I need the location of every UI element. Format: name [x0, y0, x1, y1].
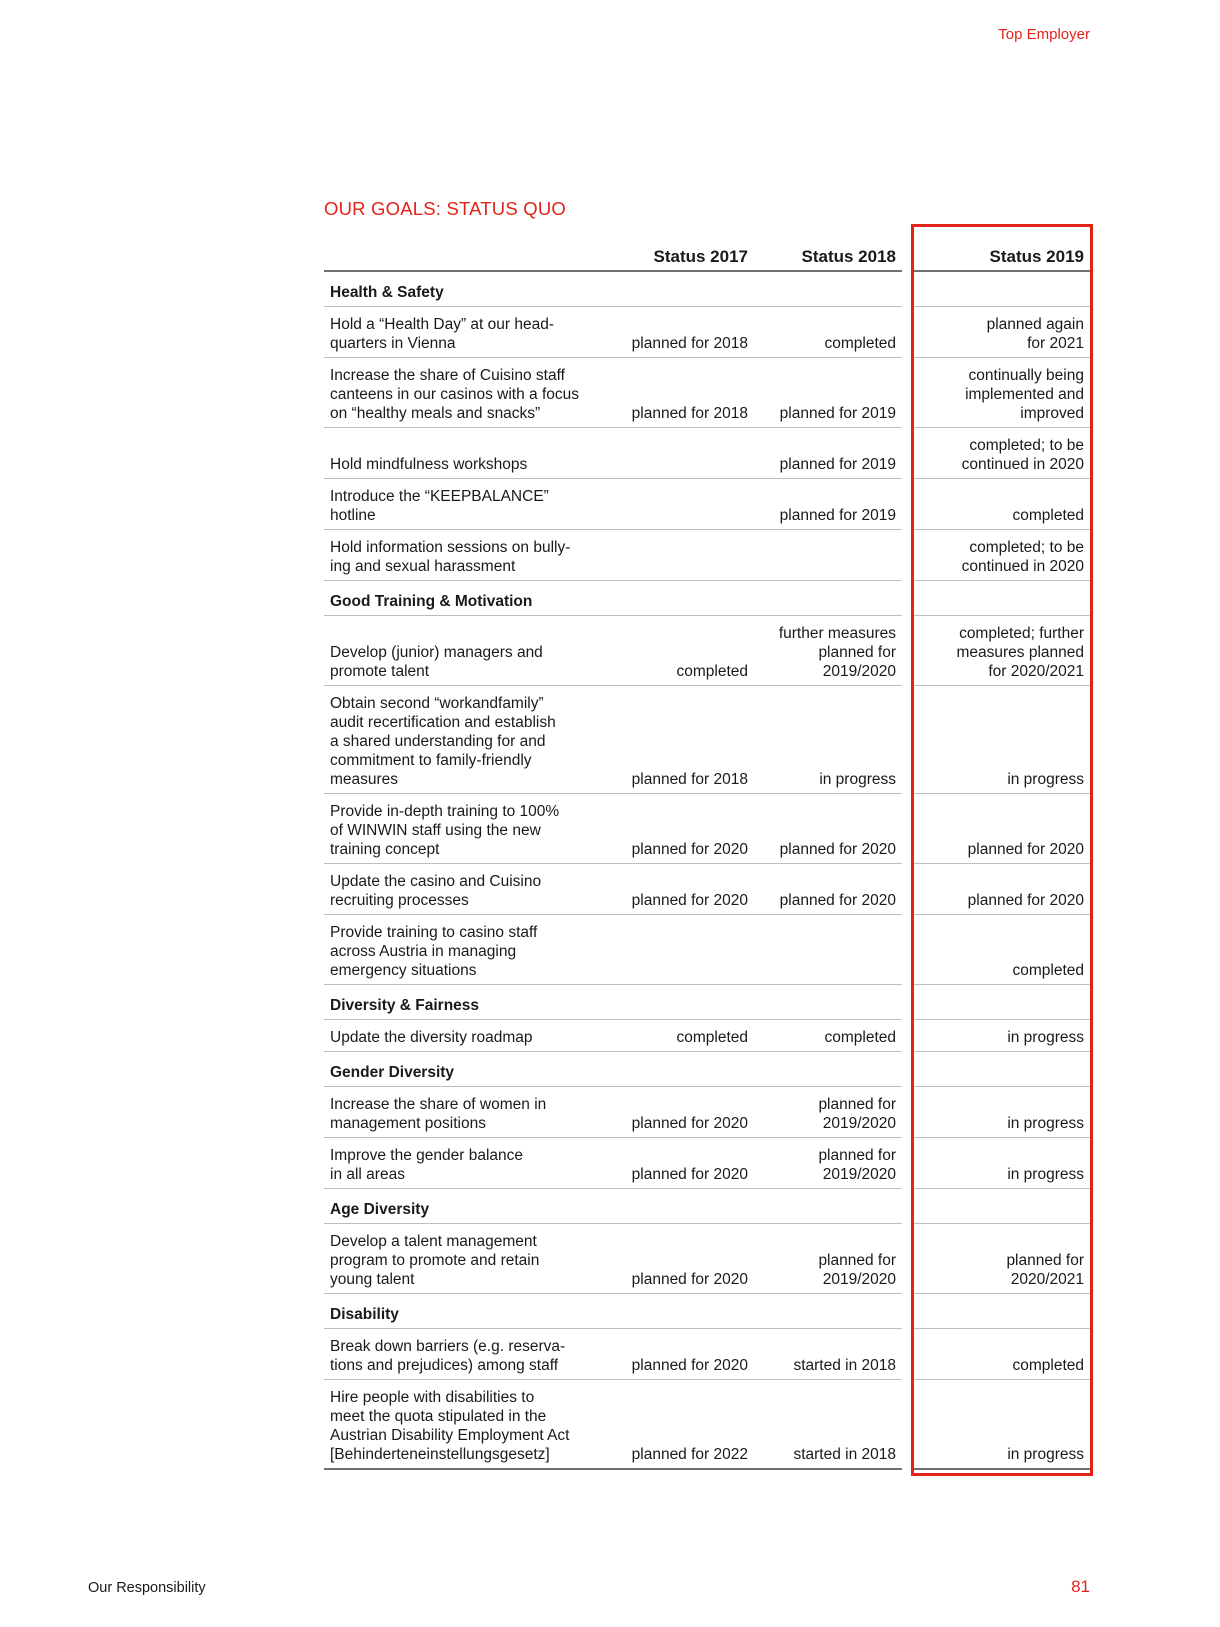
status-2019-cell: planned for 2020	[914, 794, 1090, 864]
status-2018-cell: planned for 2019	[754, 358, 902, 428]
column-header-status-2018: Status 2018	[754, 228, 902, 271]
category-row	[324, 1294, 1090, 1329]
status-2019-cell: in progress	[914, 686, 1090, 794]
table-row	[324, 428, 1090, 479]
goal-cell: Update the diversity roadmap	[324, 1020, 604, 1052]
column-gap	[902, 530, 914, 581]
column-gap	[902, 581, 914, 616]
goal-cell: Break down barriers (e.g. reserva- tions and prejudices) among staff	[324, 1329, 604, 1380]
column-header-goal	[324, 228, 604, 271]
status-2018-cell: planned for 2019/2020	[754, 1138, 902, 1189]
category-label: Gender Diversity	[324, 1052, 604, 1087]
status-2017-cell	[604, 530, 754, 581]
status-2018-cell: started in 2018	[754, 1380, 902, 1470]
table-body	[324, 271, 1090, 1469]
category-label: Good Training & Motivation	[324, 581, 604, 616]
category-empty-2019	[914, 1052, 1090, 1087]
status-2018-cell	[754, 915, 902, 985]
status-2019-cell: completed; to be continued in 2020	[914, 428, 1090, 479]
column-gap	[902, 1138, 914, 1189]
status-2018-cell: planned for 2020	[754, 864, 902, 915]
status-2018-cell: in progress	[754, 686, 902, 794]
category-label: Health & Safety	[324, 271, 604, 307]
table-row	[324, 915, 1090, 985]
category-empty-2018	[754, 1189, 902, 1224]
category-empty-2019	[914, 985, 1090, 1020]
status-2019-cell: in progress	[914, 1020, 1090, 1052]
status-2017-cell	[604, 479, 754, 530]
status-2018-cell: planned for 2019	[754, 479, 902, 530]
column-gap	[902, 864, 914, 915]
status-2019-cell: completed; to be continued in 2020	[914, 530, 1090, 581]
category-empty-2017	[604, 985, 754, 1020]
category-row	[324, 1189, 1090, 1224]
status-2019-cell: in progress	[914, 1380, 1090, 1470]
category-row	[324, 1052, 1090, 1087]
status-2018-cell: planned for 2019/2020	[754, 1224, 902, 1294]
goal-cell: Obtain second “workandfamily” audit recertification and establish a shared understanding for and commitment to family-friendly measures	[324, 686, 604, 794]
goal-cell: Develop a talent management program to promote and retain young talent	[324, 1224, 604, 1294]
status-2018-cell: started in 2018	[754, 1329, 902, 1380]
column-gap	[902, 271, 914, 307]
column-gap	[902, 428, 914, 479]
category-empty-2019	[914, 1294, 1090, 1329]
status-2018-cell: planned for 2019	[754, 428, 902, 479]
status-2017-cell: completed	[604, 616, 754, 686]
category-empty-2018	[754, 271, 902, 307]
column-gap	[902, 1189, 914, 1224]
status-2017-cell	[604, 915, 754, 985]
column-header-status-2017: Status 2017	[604, 228, 754, 271]
page-number: 81	[1071, 1577, 1090, 1596]
table-header-row	[324, 228, 1090, 271]
category-empty-2018	[754, 1294, 902, 1329]
table-row	[324, 686, 1090, 794]
table-row	[324, 1380, 1090, 1470]
column-gap	[902, 1329, 914, 1380]
column-gap	[902, 985, 914, 1020]
status-2017-cell: planned for 2020	[604, 1087, 754, 1138]
table-row	[324, 864, 1090, 915]
status-2017-cell: planned for 2020	[604, 1224, 754, 1294]
goal-cell: Hold a “Health Day” at our head- quarters in Vienna	[324, 307, 604, 358]
column-gap	[902, 1224, 914, 1294]
status-2019-cell: completed	[914, 915, 1090, 985]
goal-cell: Introduce the “KEEPBALANCE” hotline	[324, 479, 604, 530]
goal-cell: Develop (junior) managers and promote talent	[324, 616, 604, 686]
table-row	[324, 1020, 1090, 1052]
category-empty-2018	[754, 985, 902, 1020]
status-2018-cell: completed	[754, 1020, 902, 1052]
status-2019-cell: completed	[914, 479, 1090, 530]
goal-cell: Provide in-depth training to 100% of WINWIN staff using the new training concept	[324, 794, 604, 864]
column-gap	[902, 358, 914, 428]
category-empty-2018	[754, 1052, 902, 1087]
status-2019-cell: planned for 2020/2021	[914, 1224, 1090, 1294]
category-empty-2017	[604, 1052, 754, 1087]
goal-cell: Improve the gender balance in all areas	[324, 1138, 604, 1189]
table-row	[324, 1138, 1090, 1189]
table-row	[324, 1087, 1090, 1138]
column-header-status-2019: Status 2019	[914, 228, 1090, 271]
category-label: Age Diversity	[324, 1189, 604, 1224]
column-gap	[902, 1294, 914, 1329]
status-2017-cell: planned for 2018	[604, 307, 754, 358]
table-row	[324, 358, 1090, 428]
status-2017-cell: planned for 2018	[604, 686, 754, 794]
table-row	[324, 307, 1090, 358]
column-gap	[902, 1020, 914, 1052]
status-2017-cell: planned for 2020	[604, 1329, 754, 1380]
goals-status-table	[324, 228, 1090, 1470]
status-2017-cell: completed	[604, 1020, 754, 1052]
column-gap	[902, 1087, 914, 1138]
status-2019-cell: planned again for 2021	[914, 307, 1090, 358]
status-2019-cell: continually being implemented and improved	[914, 358, 1090, 428]
table-row	[324, 616, 1090, 686]
category-empty-2017	[604, 1294, 754, 1329]
category-empty-2018	[754, 581, 902, 616]
status-2017-cell: planned for 2018	[604, 358, 754, 428]
category-empty-2019	[914, 1189, 1090, 1224]
table-row	[324, 1224, 1090, 1294]
status-2019-cell: completed; further measures planned for 2020/2021	[914, 616, 1090, 686]
status-2018-cell: further measures planned for 2019/2020	[754, 616, 902, 686]
goal-cell: Increase the share of Cuisino staff canteens in our casinos with a focus on “healthy meals and snacks”	[324, 358, 604, 428]
column-gap	[902, 1380, 914, 1470]
category-empty-2019	[914, 271, 1090, 307]
status-2017-cell: planned for 2020	[604, 1138, 754, 1189]
column-gap	[902, 794, 914, 864]
table-row	[324, 794, 1090, 864]
category-row	[324, 985, 1090, 1020]
column-gap	[902, 228, 914, 271]
status-2018-cell: planned for 2019/2020	[754, 1087, 902, 1138]
running-header: Top Employer	[998, 26, 1090, 43]
column-gap	[902, 479, 914, 530]
column-gap	[902, 1052, 914, 1087]
status-2017-cell	[604, 428, 754, 479]
status-2017-cell: planned for 2020	[604, 864, 754, 915]
table-row	[324, 530, 1090, 581]
category-row	[324, 581, 1090, 616]
category-row	[324, 271, 1090, 307]
status-2019-cell: completed	[914, 1329, 1090, 1380]
category-label: Disability	[324, 1294, 604, 1329]
column-gap	[902, 915, 914, 985]
table-row	[324, 479, 1090, 530]
goal-cell: Provide training to casino staff across Austria in managing emergency situations	[324, 915, 604, 985]
status-2018-cell: planned for 2020	[754, 794, 902, 864]
category-label: Diversity & Fairness	[324, 985, 604, 1020]
status-2018-cell: completed	[754, 307, 902, 358]
goal-cell: Update the casino and Cuisino recruiting processes	[324, 864, 604, 915]
goal-cell: Hold mindfulness workshops	[324, 428, 604, 479]
status-2019-cell: planned for 2020	[914, 864, 1090, 915]
status-2017-cell: planned for 2022	[604, 1380, 754, 1470]
goal-cell: Hold information sessions on bully- ing and sexual harassment	[324, 530, 604, 581]
table-row	[324, 1329, 1090, 1380]
goal-cell: Increase the share of women in management positions	[324, 1087, 604, 1138]
footer-section-name: Our Responsibility	[88, 1580, 206, 1596]
column-gap	[902, 307, 914, 358]
column-gap	[902, 616, 914, 686]
status-2019-cell: in progress	[914, 1087, 1090, 1138]
category-empty-2019	[914, 581, 1090, 616]
category-empty-2017	[604, 581, 754, 616]
category-empty-2017	[604, 271, 754, 307]
column-gap	[902, 686, 914, 794]
status-2017-cell: planned for 2020	[604, 794, 754, 864]
category-empty-2017	[604, 1189, 754, 1224]
status-2019-cell: in progress	[914, 1138, 1090, 1189]
goal-cell: Hire people with disabilities to meet the quota stipulated in the Austrian Disability Employment Act [Behinderteneinstellungsgesetz]	[324, 1380, 604, 1470]
status-2018-cell	[754, 530, 902, 581]
section-title: OUR GOALS: STATUS QUO	[324, 198, 566, 219]
